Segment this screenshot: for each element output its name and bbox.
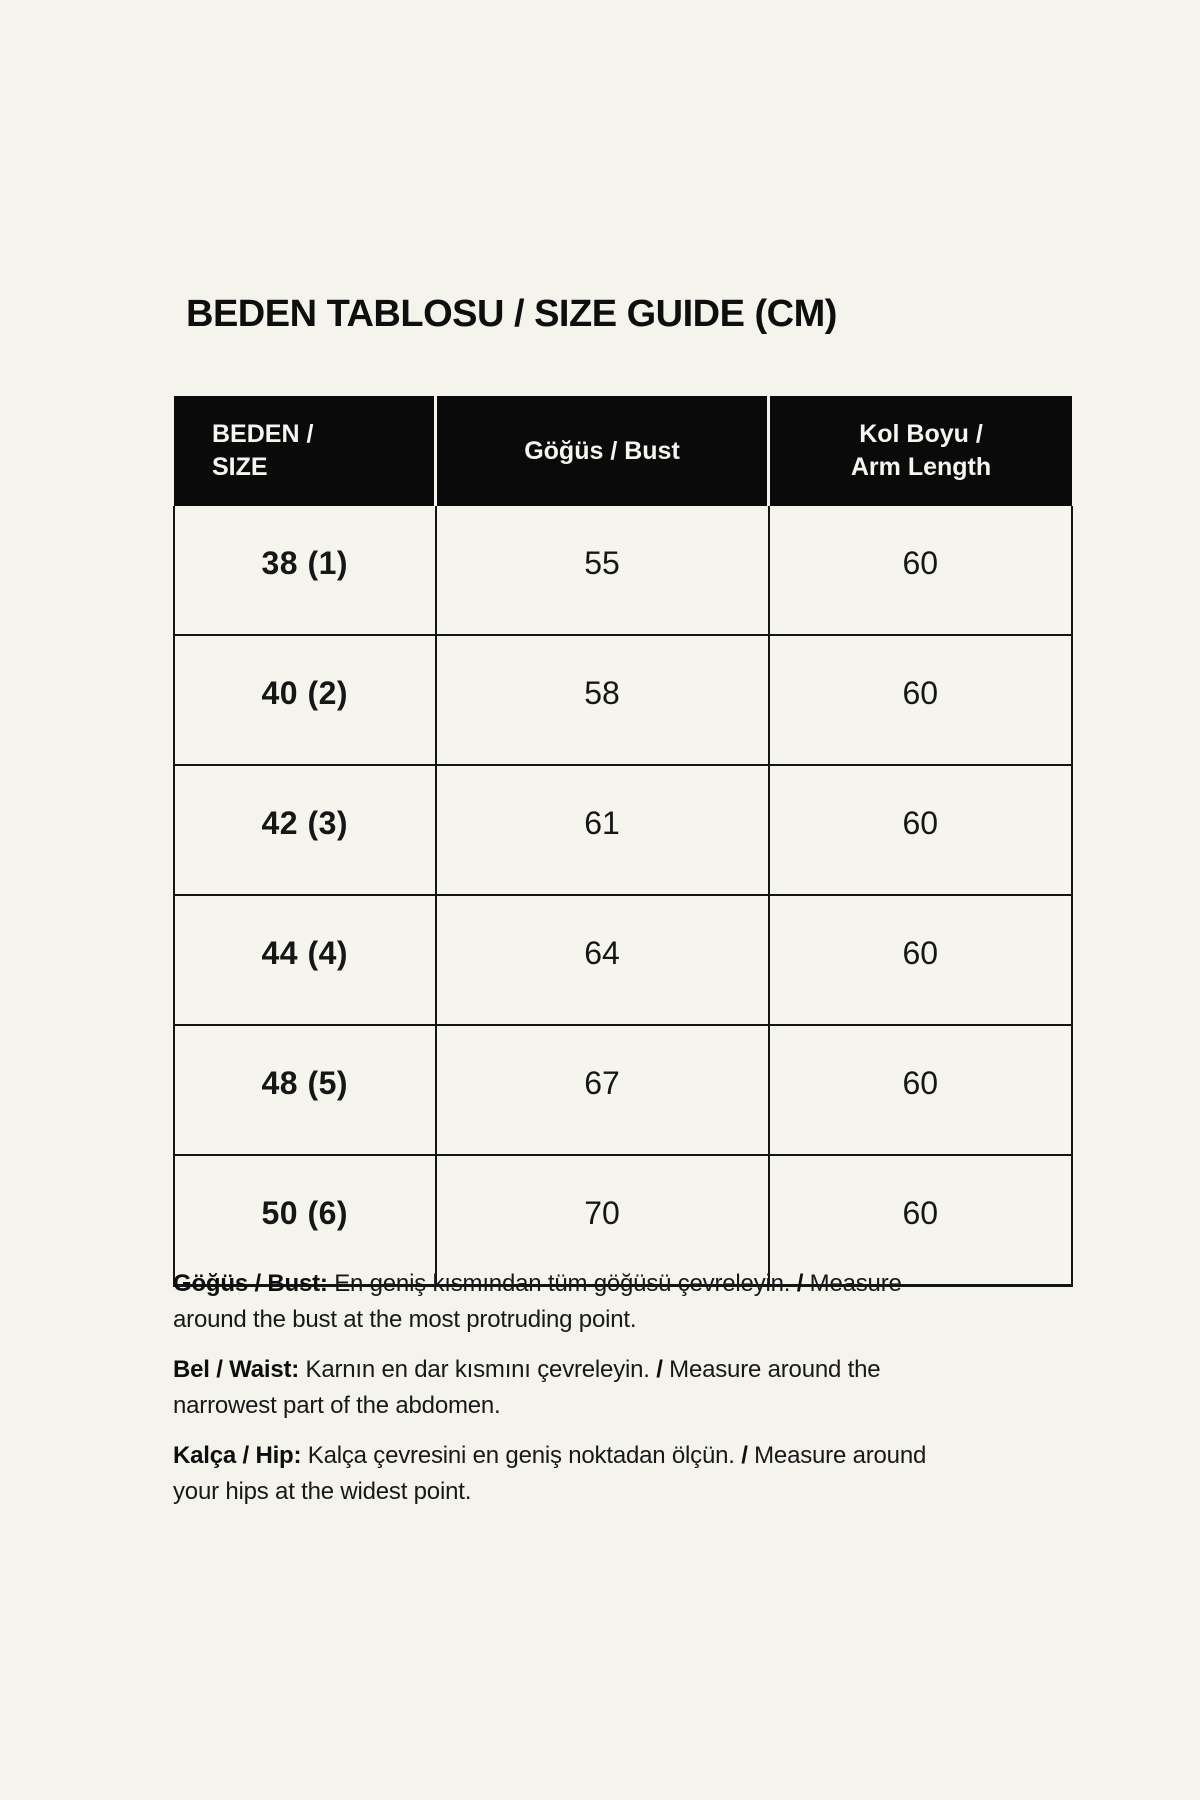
size-cell: 50 (6)	[174, 1155, 436, 1286]
size-cell: 42 (3)	[174, 765, 436, 895]
header-arm-line2: Arm Length	[850, 453, 992, 481]
header-size-line1: BEDEN /	[212, 420, 314, 448]
bust-cell: 55	[436, 506, 769, 635]
header-cell-arm	[769, 396, 1073, 506]
bust-cell: 58	[436, 635, 769, 765]
size-cell: 48 (5)	[174, 1025, 436, 1155]
table-row	[174, 1025, 1072, 1155]
size-guide-table	[173, 396, 1073, 1287]
arm-cell: 60	[769, 1025, 1073, 1155]
note-bust-text-en: Measure around the bust at the most protruding point.	[173, 1270, 902, 1333]
note-waist-label: Bel / Waist:	[173, 1356, 300, 1383]
arm-cell: 60	[769, 1155, 1073, 1286]
size-cell: 44 (4)	[174, 895, 436, 1025]
note-hip	[173, 1438, 973, 1510]
note-hip-label: Kalça / Hip:	[173, 1442, 302, 1469]
table-header	[174, 396, 1072, 506]
arm-cell: 60	[769, 506, 1073, 635]
size-cell: 38 (1)	[174, 506, 436, 635]
arm-cell: 60	[769, 765, 1073, 895]
page-title: BEDEN TABLOSU / SIZE GUIDE (CM)	[186, 293, 837, 335]
arm-cell: 60	[769, 895, 1073, 1025]
table-row	[174, 506, 1072, 635]
bust-cell: 61	[436, 765, 769, 895]
bust-cell: 64	[436, 895, 769, 1025]
note-waist-separator: /	[656, 1356, 663, 1383]
table-row	[174, 765, 1072, 895]
bust-cell: 67	[436, 1025, 769, 1155]
table-row	[174, 895, 1072, 1025]
header-row	[174, 396, 1072, 506]
measurement-notes	[173, 1266, 973, 1524]
note-hip-separator: /	[741, 1442, 748, 1469]
note-bust-separator: /	[796, 1270, 804, 1297]
header-cell-bust	[436, 396, 769, 506]
table-body	[174, 506, 1072, 1286]
note-waist-text-en: Measure around the narrowest part of the abdomen.	[173, 1356, 881, 1419]
header-bust-label: Göğüs / Bust	[524, 436, 680, 465]
note-hip-text-tr: Kalça çevresini en geniş noktadan ölçün.	[307, 1442, 735, 1469]
bust-cell: 70	[436, 1155, 769, 1286]
header-size-line2: SIZE	[212, 453, 268, 481]
table-row	[174, 635, 1072, 765]
size-cell: 40 (2)	[174, 635, 436, 765]
note-waist-text-tr: Karnın en dar kısmını çevreleyin.	[305, 1356, 650, 1383]
note-waist	[173, 1352, 973, 1424]
header-arm-line1: Kol Boyu /	[859, 420, 983, 448]
note-bust-text-tr: En geniş kısmından tüm göğüsü çevreleyin.	[334, 1270, 791, 1297]
note-bust	[173, 1266, 973, 1338]
header-cell-size	[174, 396, 436, 506]
note-bust-label: Göğüs / Bust:	[173, 1270, 328, 1297]
arm-cell: 60	[769, 635, 1073, 765]
note-hip-text-en: Measure around your hips at the widest point.	[173, 1442, 927, 1505]
